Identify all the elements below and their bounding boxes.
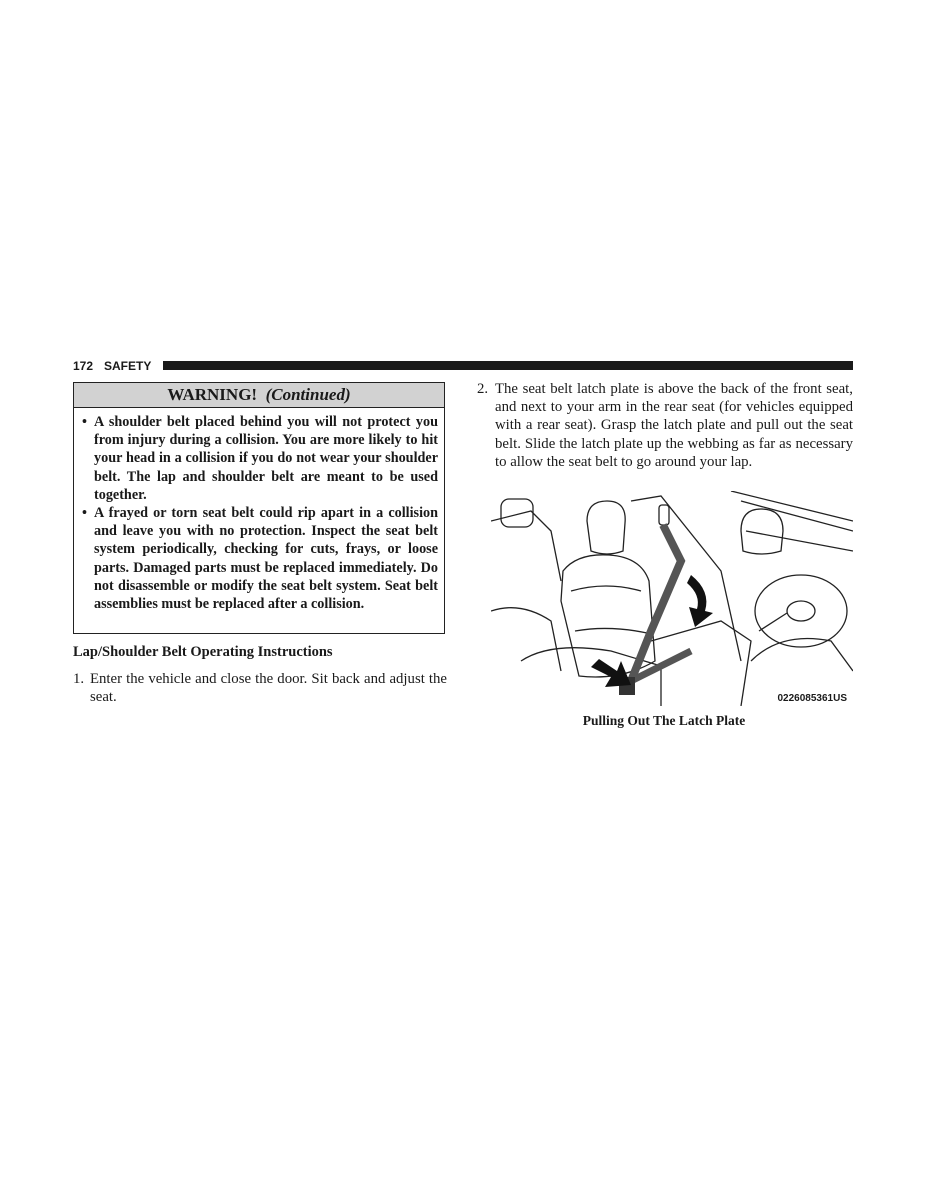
step-number: 1.	[73, 671, 85, 687]
header-rule	[163, 361, 853, 370]
warning-title: WARNING!	[167, 385, 258, 404]
car-interior-drawing	[491, 491, 853, 706]
bullet-icon: •	[82, 414, 87, 430]
bullet-icon: •	[82, 505, 87, 522]
instruction-step	[73, 670, 447, 706]
step-number: 2.	[477, 381, 489, 397]
figure-caption: Pulling Out The Latch Plate	[582, 713, 746, 728]
warning-bullet-text: A shoulder belt placed behind you will not protect you from injury during a collision. You are more likely to hit your head in a collision if you do not wear your shoulder belt. The lap and shoulder belt are meant to be used together.	[94, 414, 438, 503]
page-header	[73, 359, 853, 373]
seatbelt-illustration	[491, 491, 853, 706]
page-number: 172	[73, 359, 94, 373]
figure-code: 0226085361US	[777, 693, 847, 704]
warning-continued: (Continued)	[265, 385, 351, 404]
step-text: Enter the vehicle and close the door. Sit back and adjust the seat.	[90, 671, 447, 706]
instruction-step	[477, 380, 853, 471]
warning-box	[73, 382, 445, 634]
warning-bullet	[82, 413, 438, 504]
warning-header	[74, 383, 444, 408]
warning-bullet-text: A frayed or torn seat belt could rip apart in a collision and leave you with no protection. Inspect the seat belt system periodically, checking for cuts, frays, or loose parts. Damaged parts must be replaced immediately. Do not disassemble or modify the seat belt system. Seat belt assemblies must be replaced after a collision.	[94, 505, 438, 613]
warning-bullet	[82, 504, 438, 613]
warning-list	[74, 408, 444, 613]
step-text: The seat belt latch plate is above the back of the front seat, and next to your arm in the rear seat (for vehicles equipped with a rear seat). Grasp the latch plate and pull out the seat belt. Slide the latch plate up the webbing as far as necessary to allow the seat belt to go around your lap.	[495, 381, 853, 470]
section-subheading: Lap/Shoulder Belt Operating Instructions	[73, 644, 333, 660]
section-title: SAFETY	[104, 359, 152, 373]
